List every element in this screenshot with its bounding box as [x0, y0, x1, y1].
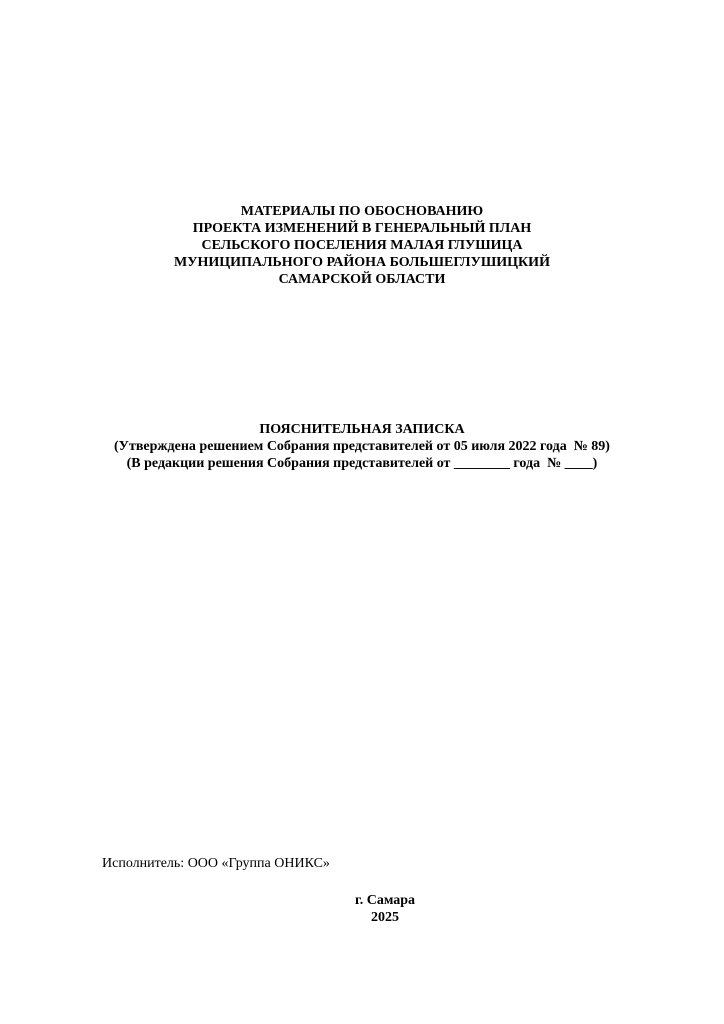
year: 2025: [371, 910, 399, 925]
approval-line: (Утверждена решением Собрания представителей от 05 июля 2022 года № 89): [114, 439, 610, 454]
place-year-block: [0, 892, 724, 926]
edition-line: (В редакции решения Собрания представителей от ________ года № ____): [126, 456, 598, 471]
document-title: [0, 203, 724, 288]
title-line: МУНИЦИПАЛЬНОГО РАЙОНА БОЛЬШЕГЛУШИЦКИЙ: [174, 255, 550, 270]
explanatory-note-block: [0, 421, 724, 472]
title-line: МАТЕРИАЛЫ ПО ОБОСНОВАНИЮ: [240, 204, 484, 219]
note-heading: ПОЯСНИТЕЛЬНАЯ ЗАПИСКА: [259, 422, 465, 437]
title-line: ПРОЕКТА ИЗМЕНЕНИЙ В ГЕНЕРАЛЬНЫЙ ПЛАН: [192, 221, 532, 236]
title-line: СЕЛЬСКОГО ПОСЕЛЕНИЯ МАЛАЯ ГЛУШИЦА: [201, 238, 523, 253]
title-line: САМАРСКОЙ ОБЛАСТИ: [278, 272, 446, 287]
city-name: г. Самара: [354, 893, 416, 908]
executor-line: Исполнитель: ООО «Группа ОНИКС»: [102, 856, 330, 871]
